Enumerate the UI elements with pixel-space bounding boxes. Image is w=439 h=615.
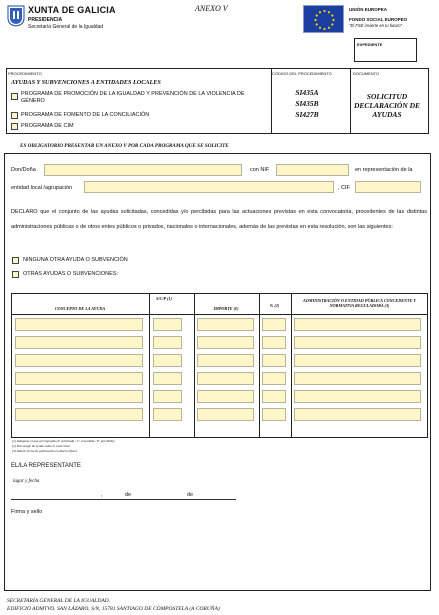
table-cell-scp[interactable] — [153, 390, 182, 403]
table-cell-importe[interactable] — [197, 336, 254, 349]
table-cell-scp[interactable] — [153, 354, 182, 367]
code-1: SI435A — [295, 88, 319, 97]
declaro-text: DECLARO que el conjunto de las ayudas solicitadas, concedidas y/o percibidas para las actuaciones previstas en esta convocatoria, procedentes de las distintas administraciones públicas o de otros entes públicos o privados, nacionales o internacionales, además de las previstas en esta resolución, son las siguientes: — [11, 209, 427, 230]
table-cell-administracion[interactable] — [294, 390, 421, 403]
anexo-title: ANEXO V — [195, 4, 228, 13]
col-header-percent: % (2) — [269, 303, 280, 308]
table-cell-administracion[interactable] — [294, 336, 421, 349]
expediente-label: EXPEDIENTE — [357, 42, 383, 47]
lugar-fecha-label: lugar y fecha — [13, 479, 40, 484]
program-conciliacion-checkbox[interactable] — [11, 112, 18, 119]
program-cim-checkbox[interactable] — [11, 123, 18, 130]
table-cell-percent[interactable] — [262, 354, 286, 367]
option-other-checkbox[interactable] — [12, 271, 19, 278]
firma-label: Firma y sello — [11, 509, 43, 515]
procedure-title: AYUDAS Y SUBVENCIONES A ENTIDADES LOCALES — [11, 79, 161, 86]
notice-text: ES OBLIGATORIO PRESENTAR UN ANEXO V POR CADA PROGRAMA QUE SE SOLICITE — [20, 143, 229, 149]
eu-line3: "El FSE invierte en tu futuro" — [349, 23, 403, 28]
lugar-line[interactable] — [11, 499, 236, 500]
name-input[interactable] — [44, 164, 242, 176]
program-cim-label: PROGRAMA DE CIM — [21, 123, 74, 129]
cif-input[interactable] — [355, 181, 421, 193]
document-title: SOLICITUD DECLARACIÓN DE AYUDAS — [353, 92, 421, 119]
table-cell-importe[interactable] — [197, 354, 254, 367]
xunta-logo — [7, 5, 25, 27]
table-cell-concepto[interactable] — [15, 390, 143, 403]
option-none-checkbox[interactable] — [12, 257, 19, 264]
nif-input[interactable] — [276, 164, 349, 176]
table-cell-scp[interactable] — [153, 336, 182, 349]
table-cell-percent[interactable] — [262, 336, 286, 349]
table-cell-administracion[interactable] — [294, 354, 421, 367]
representacion-label: en representación de la — [355, 167, 413, 173]
coat-of-arms-icon — [7, 5, 25, 27]
table-cell-importe[interactable] — [197, 390, 254, 403]
col-header-scp: S/C/P (1) — [156, 296, 172, 301]
program-conciliacion-label: PROGRAMA DE FOMENTO DE LA CONCILIACIÓN — [21, 112, 150, 118]
code-label: CÓDIGO DEL PROCEDIMIENTO — [272, 71, 332, 76]
table-cell-percent[interactable] — [262, 390, 286, 403]
representante-label: EL/LA REPRESENTANTE — [11, 463, 81, 469]
table-cell-concepto[interactable] — [15, 318, 143, 331]
date-de-2: de — [187, 492, 194, 498]
eu-line1: UNIÓN EUROPEA — [349, 7, 388, 12]
date-comma: , — [101, 492, 103, 498]
col-header-concepto: CONCEPTO DE LA AYUDA — [54, 306, 106, 311]
footnote-3: (3) Indicar fecha de publicación en diario oficial — [12, 449, 77, 453]
document-label: DOCUMENTO — [353, 71, 380, 76]
table-cell-percent[interactable] — [262, 372, 286, 385]
entidad-input[interactable] — [84, 181, 334, 193]
table-cell-percent[interactable] — [262, 318, 286, 331]
program-igualdad-label: PROGRAMA DE PROMOCIÓN DE LA IGUALDAD Y PREVENCIÓN DE LA VIOLENCIA DE GÉNERO — [21, 91, 245, 104]
entidad-label: entidad local /agrupación — [11, 185, 73, 191]
date-de-1: de — [125, 492, 132, 498]
footnote-1: (1) Indíquese el que corresponda (S: solicitada / C: concedida / P: percibida) — [12, 439, 115, 443]
col-header-administracion: ADMINISTRACIÓN O ENTIDAD PÚBLICA CONCEDENTE Y NORMATIVA REGULADORA (3) — [303, 298, 416, 308]
table-cell-concepto[interactable] — [15, 408, 143, 421]
nif-label: con NIF — [250, 167, 270, 173]
table-cell-percent[interactable] — [262, 408, 286, 421]
table-cell-concepto[interactable] — [15, 372, 143, 385]
table-cell-importe[interactable] — [197, 318, 254, 331]
eu-stars-icon — [304, 6, 345, 34]
option-other-label: OTRAS AYUDAS O SUBVENCIONES: — [23, 271, 118, 277]
col-header-importe: IMPORTE (€) — [213, 306, 239, 311]
table-cell-scp[interactable] — [153, 408, 182, 421]
table-cell-importe[interactable] — [197, 372, 254, 385]
table-cell-administracion[interactable] — [294, 372, 421, 385]
table-cell-importe[interactable] — [197, 408, 254, 421]
org-name: XUNTA DE GALICIA — [28, 5, 116, 15]
code-3: SI427B — [295, 110, 319, 119]
org-sub: Secretaría General de la Igualdad — [28, 24, 104, 30]
option-none-label: NINGUNA OTRA AYUDA O SUBVENCIÓN — [23, 257, 128, 263]
don-label: Don/Doña — [11, 167, 36, 173]
program-igualdad-checkbox[interactable] — [11, 93, 18, 100]
org-dept: PRESIDENCIA — [28, 17, 63, 23]
code-2: SI435B — [295, 99, 319, 108]
footer-line-1: SECRETARÍA GENERAL DE LA IGUALDAD. — [7, 598, 111, 604]
table-cell-scp[interactable] — [153, 318, 182, 331]
table-cell-concepto[interactable] — [15, 336, 143, 349]
eu-line2: FONDO SOCIAL EUROPEO — [349, 17, 408, 22]
eu-flag — [303, 5, 344, 33]
table-cell-administracion[interactable] — [294, 318, 421, 331]
footnote-2: (2) Porcentaje de ayuda sobre el coste total — [12, 444, 70, 448]
cif-label: , CIF — [338, 185, 350, 191]
table-cell-administracion[interactable] — [294, 408, 421, 421]
table-cell-concepto[interactable] — [15, 354, 143, 367]
table-cell-scp[interactable] — [153, 372, 182, 385]
footer-line-2: EDIFICIO ADMTVO. SAN LÁZARO, S/N, 15781 SANTIAGO DE COMPOSTELA (A CORUÑA) — [7, 606, 220, 612]
procedure-label: PROCEDIMIENTO — [8, 71, 42, 76]
expediente-box[interactable] — [354, 38, 417, 62]
